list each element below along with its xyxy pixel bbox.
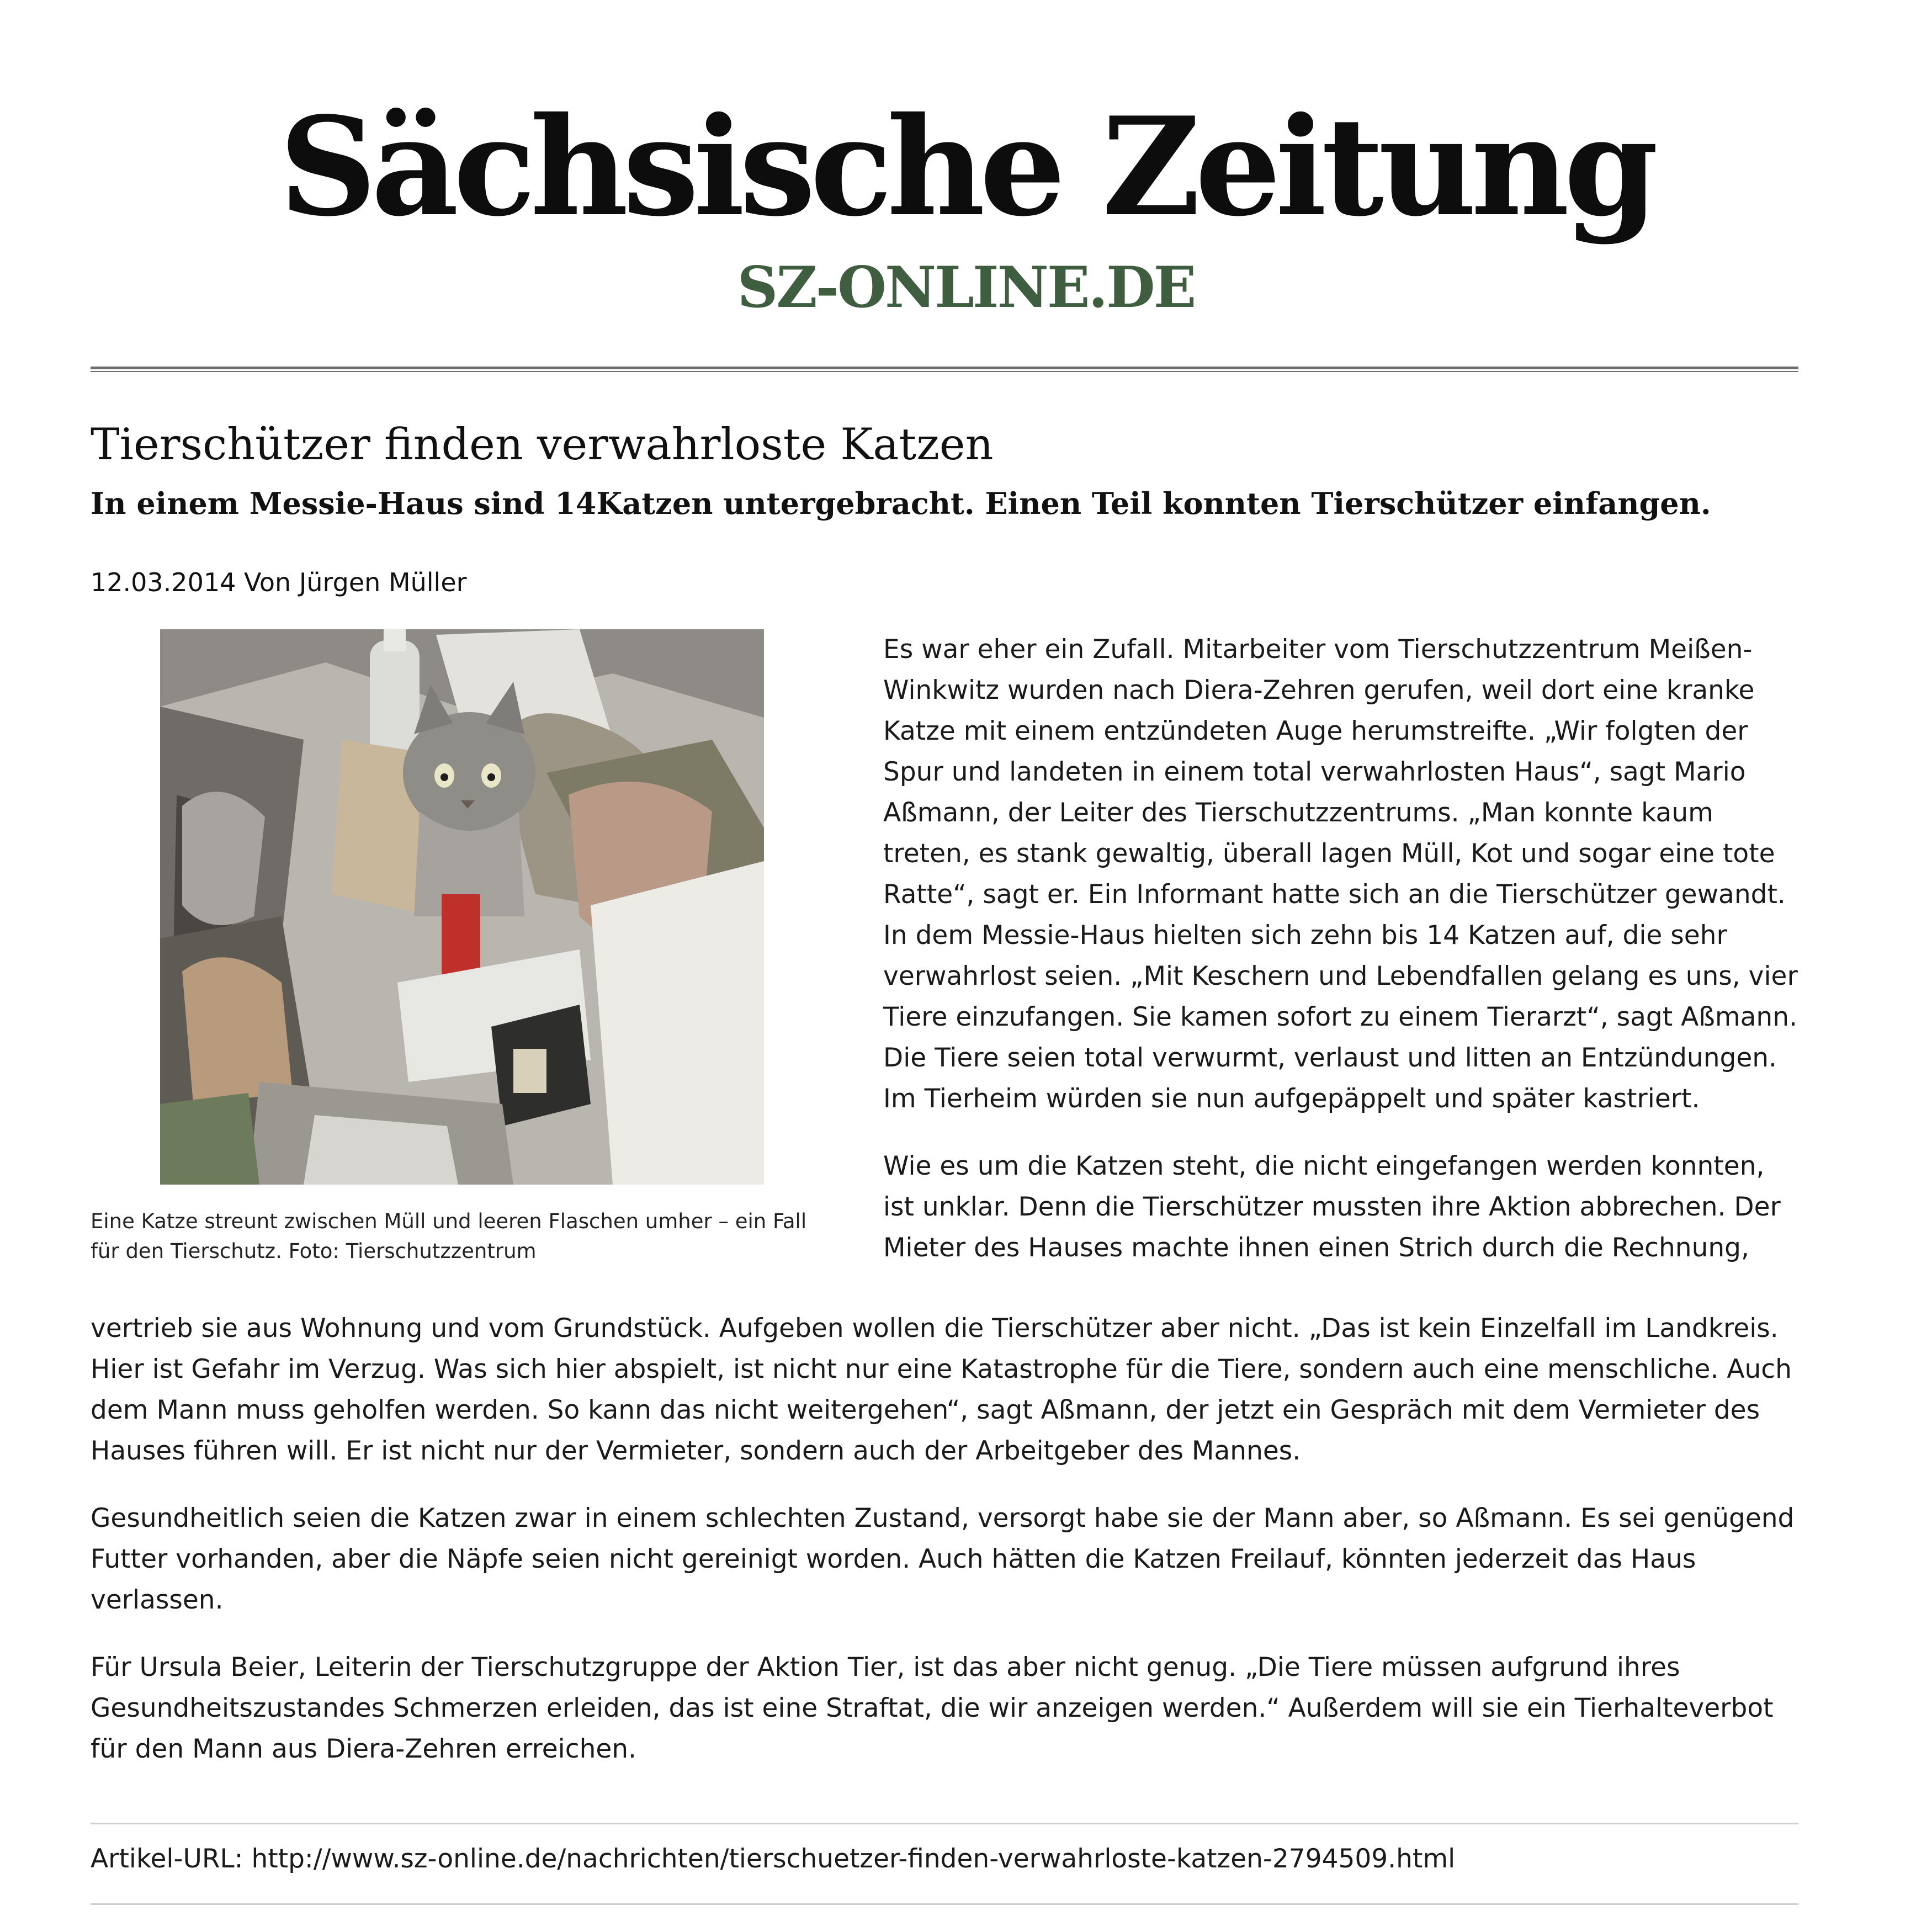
masthead-divider	[91, 367, 1798, 372]
article-body-column	[883, 629, 1800, 1268]
article-dateline: 12.03.2014 Von Jürgen Müller	[91, 567, 467, 597]
article-subheadline: In einem Messie-Haus sind 14Katzen untergebracht. Einen Teil konnten Tierschützer einfangen.	[91, 486, 1711, 521]
cat-in-trash-photo	[160, 629, 764, 1185]
article-headline: Tierschützer finden verwahrloste Katzen	[91, 419, 994, 470]
article-paragraph: Es war eher ein Zufall. Mitarbeiter vom Tierschutzzentrum Meißen-Winkwitz wurden nach Diera-Zehren gerufen, weil dort eine kranke Katze mit einem entzündeten Auge herumstreifte. „Wir folgten der Spur und landeten in einem total verwahrlosten Haus“, sagt Mario Aßmann, der Leiter des Tierschutzzentrums. „Man konnte kaum treten, es stank gewaltig, überall lagen Müll, Kot und sogar eine tote Ratte“, sagt er. Ein Informant hatte sich an die Tierschützer gewandt. In dem Messie-Haus hielten sich zehn bis 14 Katzen auf, die sehr verwahrlost seien. „Mit Keschern und Lebendfallen gelang es uns, vier Tiere einzufangen. Sie kamen sofort zu einem Tierarzt“, sagt Aßmann. Die Tiere seien total verwurmt, verlaust und litten an Entzündungen. Im Tierheim würden sie nun aufgepäppelt und später kastriert.	[883, 634, 1798, 1114]
article-photo	[160, 629, 764, 1185]
article-url: Artikel-URL: http://www.sz-online.de/nachrichten/tierschuetzer-finden-verwahrloste-katzen-2794509.html	[91, 1844, 1456, 1874]
photo-caption: Eine Katze streunt zwischen Müll und leeren Flaschen umher – ein Fall für den Tierschutz. Foto: Tierschutzzentrum	[91, 1209, 807, 1263]
article-paragraph: Für Ursula Beier, Leiterin der Tierschutzgruppe der Aktion Tier, ist das aber nicht genug. „Die Tiere müssen aufgrund ihres Gesundheitszustandes Schmerzen erleiden, das ist eine Straftat, die wir anzeigen werden.“ Außerdem will sie ein Tierhalteverbot für den Mann aus Diera-Zehren erreichen.	[91, 1652, 1774, 1764]
article-paragraph: Wie es um die Katzen steht, die nicht eingefangen werden konnten, ist unklar. Denn die Tierschützer mussten ihre Aktion abbrechen. Der Mieter des Hauses machte ihnen einen Strich durch die Rechnung,	[883, 1151, 1781, 1263]
masthead-subtitle: SZ-ONLINE.DE	[737, 254, 1195, 321]
masthead-title: Sächsische Zeitung	[279, 87, 1653, 246]
article-paragraph: vertrieb sie aus Wohnung und vom Grundstück. Aufgeben wollen die Tierschützer aber nicht. „Das ist kein Einzelfall im Landkreis. Hier ist Gefahr im Verzug. Was sich hier abspielt, ist nicht nur eine Katastrophe für die Tiere, sondern auch eine menschliche. Auch dem Mann muss geholfen werden. So kann das nicht weitergehen“, sagt Aßmann, der jetzt ein Gespräch mit dem Vermieter des Hauses führen will. Er ist nicht nur der Vermieter, sondern auch der Arbeitgeber des Mannes.	[91, 1313, 1792, 1466]
footer-divider-top	[91, 1823, 1798, 1824]
footer-divider-bottom	[91, 1903, 1798, 1905]
article-paragraph: Gesundheitlich seien die Katzen zwar in einem schlechten Zustand, versorgt habe sie der Mann aber, so Aßmann. Es sei genügend Futter vorhanden, aber die Näpfe seien nicht gereinigt worden. Auch hätten die Katzen Freilauf, könnten jederzeit das Haus verlassen.	[91, 1503, 1795, 1615]
article-body-full	[91, 1308, 1802, 1796]
